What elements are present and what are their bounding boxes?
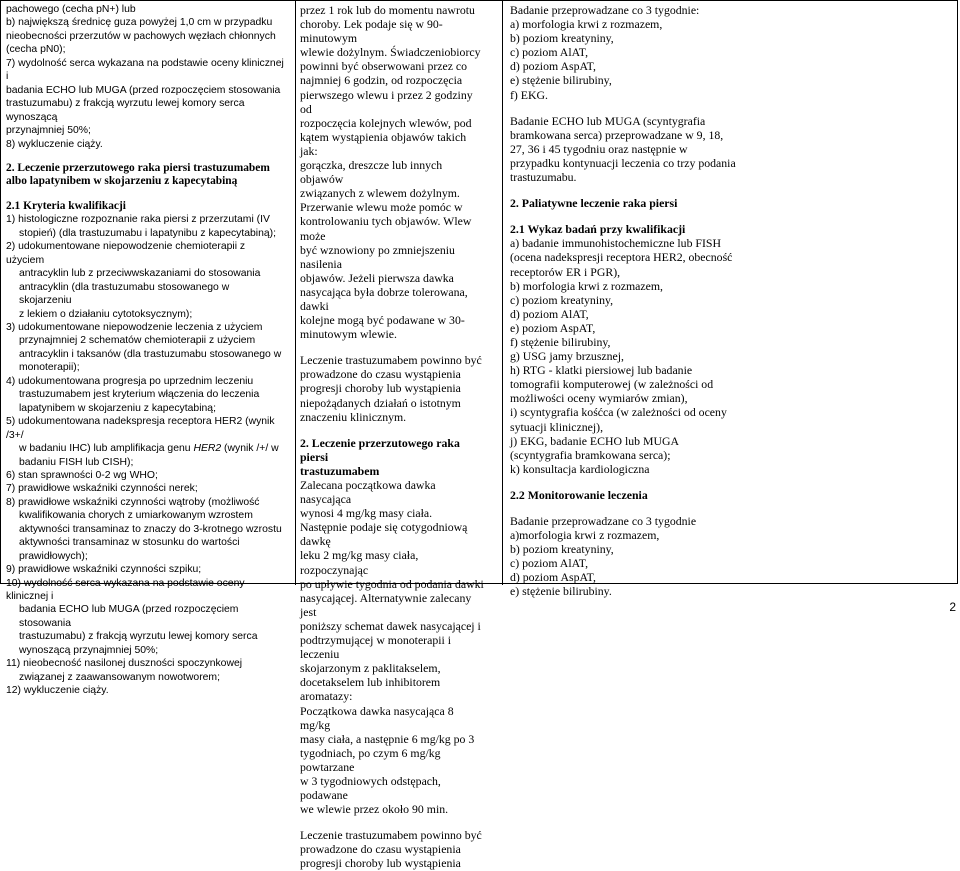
text-line: Zalecana początkowa dawka nasycająca	[300, 478, 436, 507]
text-line: trastuzumabu) z frakcją wyrzutu lewej komory serca wynoszącą	[6, 98, 245, 123]
text-line: f) EKG.	[510, 87, 549, 102]
text-line: f) stężenie bilirubiny,	[510, 334, 611, 349]
criteria-item-text: kwalifikowania chorych z umiarkowanym wzrostem	[19, 510, 253, 522]
text-line: choroby. Lek podaje się w 90-minutowym	[300, 17, 443, 46]
criteria-item-text: 4) udokumentowana progresja po uprzednim leczeniu	[6, 375, 254, 387]
text-line: e) stężenie bilirubiny.	[510, 584, 612, 599]
top-text	[6, 3, 284, 151]
text-line: c) poziom kreatyniny,	[510, 292, 614, 307]
text-line: b) poziom kreatyniny,	[510, 31, 614, 46]
text-line: trastuzumabem	[300, 463, 380, 478]
gene-name: HER2	[193, 443, 222, 455]
text-line: (ocena nadekspresji receptora HER2, obecność	[510, 250, 733, 265]
criteria-item	[6, 240, 284, 321]
text-line: prowadzone do czasu wystąpienia	[300, 367, 461, 382]
text-line: Badanie ECHO lub MUGA (scyntygrafia	[510, 113, 706, 128]
text-line: tygodniach, po czym 6 mg/kg powtarzane	[300, 745, 441, 774]
text-line: 27, 36 i 45 tygodniu oraz następnie w	[510, 141, 688, 156]
text-line: kątem wystąpienia objawów takich jak:	[300, 129, 467, 158]
text-line: Badanie przeprowadzane co 3 tygodnie:	[510, 3, 700, 17]
text-line: receptorów ER i PGR),	[510, 264, 621, 279]
criteria-item-text: 5) udokumentowana nadekspresja receptora HER2 (wynik /3+/	[6, 416, 275, 441]
text-line: kolejne mogą być podawane w 30-	[300, 313, 465, 328]
text-line: b) poziom kreatyniny,	[510, 542, 614, 557]
text-line: tomografii komputerowej (w zależności od	[510, 377, 714, 392]
section-heading: 2. Leczenie przerzutowego raka piersi trastuzumabem	[6, 161, 270, 174]
text-line: 8) wykluczenie ciąży.	[6, 138, 103, 150]
text-line: sytuacji klinicznej),	[510, 419, 604, 434]
text-line: wlewie dożylnym. Świadczeniobiorcy	[300, 45, 481, 60]
text-span: (wynik /+/ w	[221, 443, 279, 455]
text-line: c) poziom AlAT,	[510, 556, 589, 571]
column-monitoring	[510, 3, 750, 599]
monitoring-list	[510, 514, 750, 599]
criteria-item-text: badaniu FISH lub CISH);	[19, 456, 134, 468]
text-line: pachowego (cecha pN+) lub	[6, 4, 136, 15]
criteria-item-text: 10) wydolność serca wykazana na podstawie oceny klinicznej i	[6, 577, 245, 603]
criteria-item	[6, 375, 284, 415]
text-line: niepożądanych działań o istotnym	[300, 395, 461, 410]
text-line: po upływie tygodnia od podania dawki	[300, 576, 484, 591]
criteria-item-text: 6) stan sprawności 0-2 wg WHO;	[6, 469, 158, 481]
criteria-item-text: prawidłowych);	[19, 550, 88, 562]
text-line: k) konsultacja kardiologiczna	[510, 461, 650, 476]
column-dosage	[300, 3, 485, 871]
text-line: rozpoczęcia kolejnych wlewów, pod	[300, 115, 472, 130]
section-heading	[300, 436, 485, 478]
text-line: d) poziom AspAT,	[510, 570, 596, 585]
column-eligibility	[6, 3, 284, 698]
text-line: przez 1 rok lub do momentu nawrotu	[300, 3, 475, 17]
criteria-heading: 2.1 Kryteria kwalifikacji	[6, 199, 126, 212]
page-number: 2	[949, 600, 956, 614]
paragraph-infusion	[300, 3, 485, 341]
text-line: Początkowa dawka nasycająca 8 mg/kg	[300, 703, 454, 732]
text-line: bramkowana serca) przeprowadzane w 9, 18,	[510, 127, 724, 142]
criteria-item-text: 3) udokumentowane niepowodzenie leczenia z użyciem	[6, 321, 263, 333]
text-line: Leczenie trastuzumabem powinno być	[300, 353, 482, 368]
column-divider	[502, 1, 503, 585]
qualification-tests-list	[510, 236, 750, 476]
text-line: związanych z wlewem dożylnym.	[300, 186, 460, 201]
criteria-item-text: stopień) (dla trastuzumabu i lapatynibu z kapecytabiną);	[19, 227, 277, 239]
text-line: a) badanie immunohistochemiczne lub FISH	[510, 236, 721, 251]
section-heading: albo lapatynibem w skojarzeniu z kapecytabiną	[6, 175, 238, 188]
paragraph-treatment-duration	[300, 353, 485, 423]
criteria-item	[6, 415, 284, 469]
text-line: progresji choroby lub wystąpienia	[300, 856, 461, 871]
criteria-item-text: z lekiem o działaniu cytotoksycznym);	[19, 308, 193, 320]
criteria-item-text: trastuzumabem jest kryterium włączenia do leczenia	[19, 389, 260, 401]
text-line: a)morfologia krwi z rozmazem,	[510, 528, 660, 543]
text-line: e) stężenie bilirubiny,	[510, 73, 612, 88]
text-line: trastuzumabu.	[510, 170, 577, 185]
criteria-item-text: antracyklin (dla trastuzumabu stosowanego w skojarzeniu	[19, 281, 230, 307]
criteria-item-text: antracyklin lub z przeciwwskazaniami do stosowania	[19, 268, 261, 280]
text-line: masy ciała, a następnie 6 mg/kg po 3	[300, 731, 475, 746]
text-line: wynosi 4 mg/kg masy ciała.	[300, 506, 433, 521]
text-line: przypadku kontynuacji leczenia co trzy podania	[510, 155, 736, 170]
text-line: b) największą średnicę guza powyżej 1,0 cm w przypadku	[6, 17, 273, 29]
text-line: pierwszego wlewu i przez 2 godziny od	[300, 87, 473, 116]
criteria-item-text: aktywności transaminaz to znaczy do 3-krotnego wzrostu	[19, 523, 282, 535]
text-line: być wznowiony po zmniejszeniu nasilenia	[300, 242, 455, 271]
criteria-item-text: 12) wykluczenie ciąży.	[6, 685, 109, 697]
criteria-item	[6, 213, 284, 240]
monitoring-list	[510, 3, 750, 102]
column-divider	[295, 1, 296, 585]
text-line: Przerwanie wlewu może pomóc w	[300, 200, 463, 215]
text-line: najmniej 6 godzin, od rozpoczęcia	[300, 73, 463, 88]
subsection-heading: 2.1 Wykaz badań przy kwalifikacji	[510, 222, 686, 237]
text-line: e) poziom AspAT,	[510, 320, 596, 335]
criteria-item	[6, 469, 284, 482]
text-line: a) morfologia krwi z rozmazem,	[510, 17, 663, 32]
text-line: znaczeniu klinicznym.	[300, 409, 407, 424]
text-line: w 3 tygodniowych odstępach, podawane	[300, 773, 441, 803]
text-line: (scyntygrafia bramkowana serca);	[510, 447, 671, 462]
text-line: d) poziom AspAT,	[510, 59, 596, 74]
text-line: 2. Leczenie przerzutowego raka piersi	[300, 435, 460, 464]
text-line: b) morfologia krwi z rozmazem,	[510, 278, 663, 293]
criteria-item-text: 11) nieobecność nasilonej duszności spoczynkowej	[6, 658, 243, 670]
text-line: Następnie podaje się cotygodniową dawkę	[300, 520, 468, 549]
text-line: progresji choroby lub wystąpienia	[300, 381, 461, 396]
criteria-item	[6, 577, 284, 658]
subsection-heading: 2.2 Monitorowanie leczenia	[510, 487, 648, 502]
criteria-item-text: antracyklin i taksanów (dla trastuzumabu stosowanego w	[19, 348, 282, 360]
text-line: gorączka, dreszcze lub innych objawów	[300, 158, 443, 187]
text-line: i) scyntygrafia kośćca (w zależności od oceny	[510, 405, 727, 420]
text-line: nasycającej. Alternatywnie zalecany jest	[300, 590, 472, 619]
criteria-item	[6, 321, 284, 375]
text-line: nasycająca była dobrze tolerowana, dawki	[300, 284, 468, 313]
text-line: Leczenie trastuzumabem powinno być	[300, 828, 482, 843]
criteria-item-text	[6, 442, 284, 455]
criteria-item-text: przynajmniej 2 schematów chemioterapii z użyciem	[19, 335, 256, 347]
text-line: objawów. Jeżeli pierwsza dawka	[300, 270, 454, 285]
paragraph-dosing-schedule	[300, 478, 485, 816]
text-line: minutowym wlewie.	[300, 327, 397, 342]
criteria-item	[6, 563, 284, 576]
text-line: (cecha pN0);	[6, 44, 66, 56]
text-line: c) poziom AlAT,	[510, 45, 589, 60]
criteria-item-text: 7) prawidłowe wskaźniki czynności nerek;	[6, 483, 198, 495]
criteria-item-text: 9) prawidłowe wskaźniki czynności szpiku;	[6, 564, 202, 576]
text-line: prowadzone do czasu wystąpienia	[300, 842, 461, 857]
text-line: skojarzonym z paklitakselem,	[300, 661, 441, 676]
criteria-item-text: związanej z zaawansowanym nowotworem;	[19, 671, 220, 683]
text-line: podtrzymującej w monoterapii i leczeniu	[300, 633, 452, 662]
criteria-list	[6, 213, 284, 697]
text-line: leku 2 mg/kg masy ciała, rozpoczynając	[300, 548, 419, 577]
text-line: we wlewie przez około 90 min.	[300, 802, 449, 817]
text-line: 7) wydolność serca wykazana na podstawie oceny klinicznej i	[6, 57, 284, 83]
section-heading: 2. Paliatywne leczenie raka piersi	[510, 196, 678, 211]
criteria-item-text: aktywności transaminaz w stosunku do wartości	[19, 537, 240, 549]
criteria-item-text: lapatynibem w skojarzeniu z kapecytabiną;	[19, 402, 216, 414]
text-line: powinni być obserwowani przez co	[300, 59, 468, 74]
criteria-item	[6, 496, 284, 563]
criteria-item-text: 1) histologiczne rozpoznanie raka piersi z przerzutami (IV	[6, 214, 270, 226]
criteria-item	[6, 657, 284, 684]
criteria-item-text: monoterapii);	[19, 362, 80, 374]
text-line: docetakselem lub inhibitorem aromatazy:	[300, 675, 441, 704]
text-line: g) USG jamy brzusznej,	[510, 349, 625, 364]
criteria-item-text: 8) prawidłowe wskaźniki czynności wątroby (możliwość	[6, 496, 260, 508]
text-line: poniższy schemat dawek nasycającej i	[300, 618, 481, 633]
echo-paragraph	[510, 114, 750, 184]
text-line: kontrolowaniu tych objawów. Wlew może	[300, 214, 472, 243]
criteria-item-text: 2) udokumentowane niepowodzenie chemioterapii z użyciem	[6, 241, 246, 266]
text-line: możliwości oceny wymiarów zmian),	[510, 391, 688, 406]
text-line: d) poziom AlAT,	[510, 306, 589, 321]
text-line: h) RTG - klatki piersiowej lub badanie	[510, 363, 693, 378]
criteria-item-text: wynoszącą przynajmniej 50%;	[19, 644, 159, 656]
text-line: j) EKG, badanie ECHO lub MUGA	[510, 433, 680, 448]
text-span: w badaniu IHC) lub amplifikacja genu	[19, 443, 194, 455]
criteria-item	[6, 482, 284, 495]
criteria-item	[6, 684, 284, 697]
text-line: przynajmniej 50%;	[6, 125, 91, 137]
text-line: nieobecności przerzutów w pachowych węzłach chłonnych	[6, 30, 276, 42]
criteria-item-text: trastuzumabu) z frakcją wyrzutu lewej komory serca	[19, 631, 258, 643]
paragraph-treatment-duration	[300, 828, 485, 870]
criteria-item-text: badania ECHO lub MUGA (przed rozpoczęciem stosowania	[19, 604, 239, 629]
text-line: badania ECHO lub MUGA (przed rozpoczęciem stosowania	[6, 84, 281, 96]
text-line: Badanie przeprowadzane co 3 tygodnie	[510, 514, 697, 528]
